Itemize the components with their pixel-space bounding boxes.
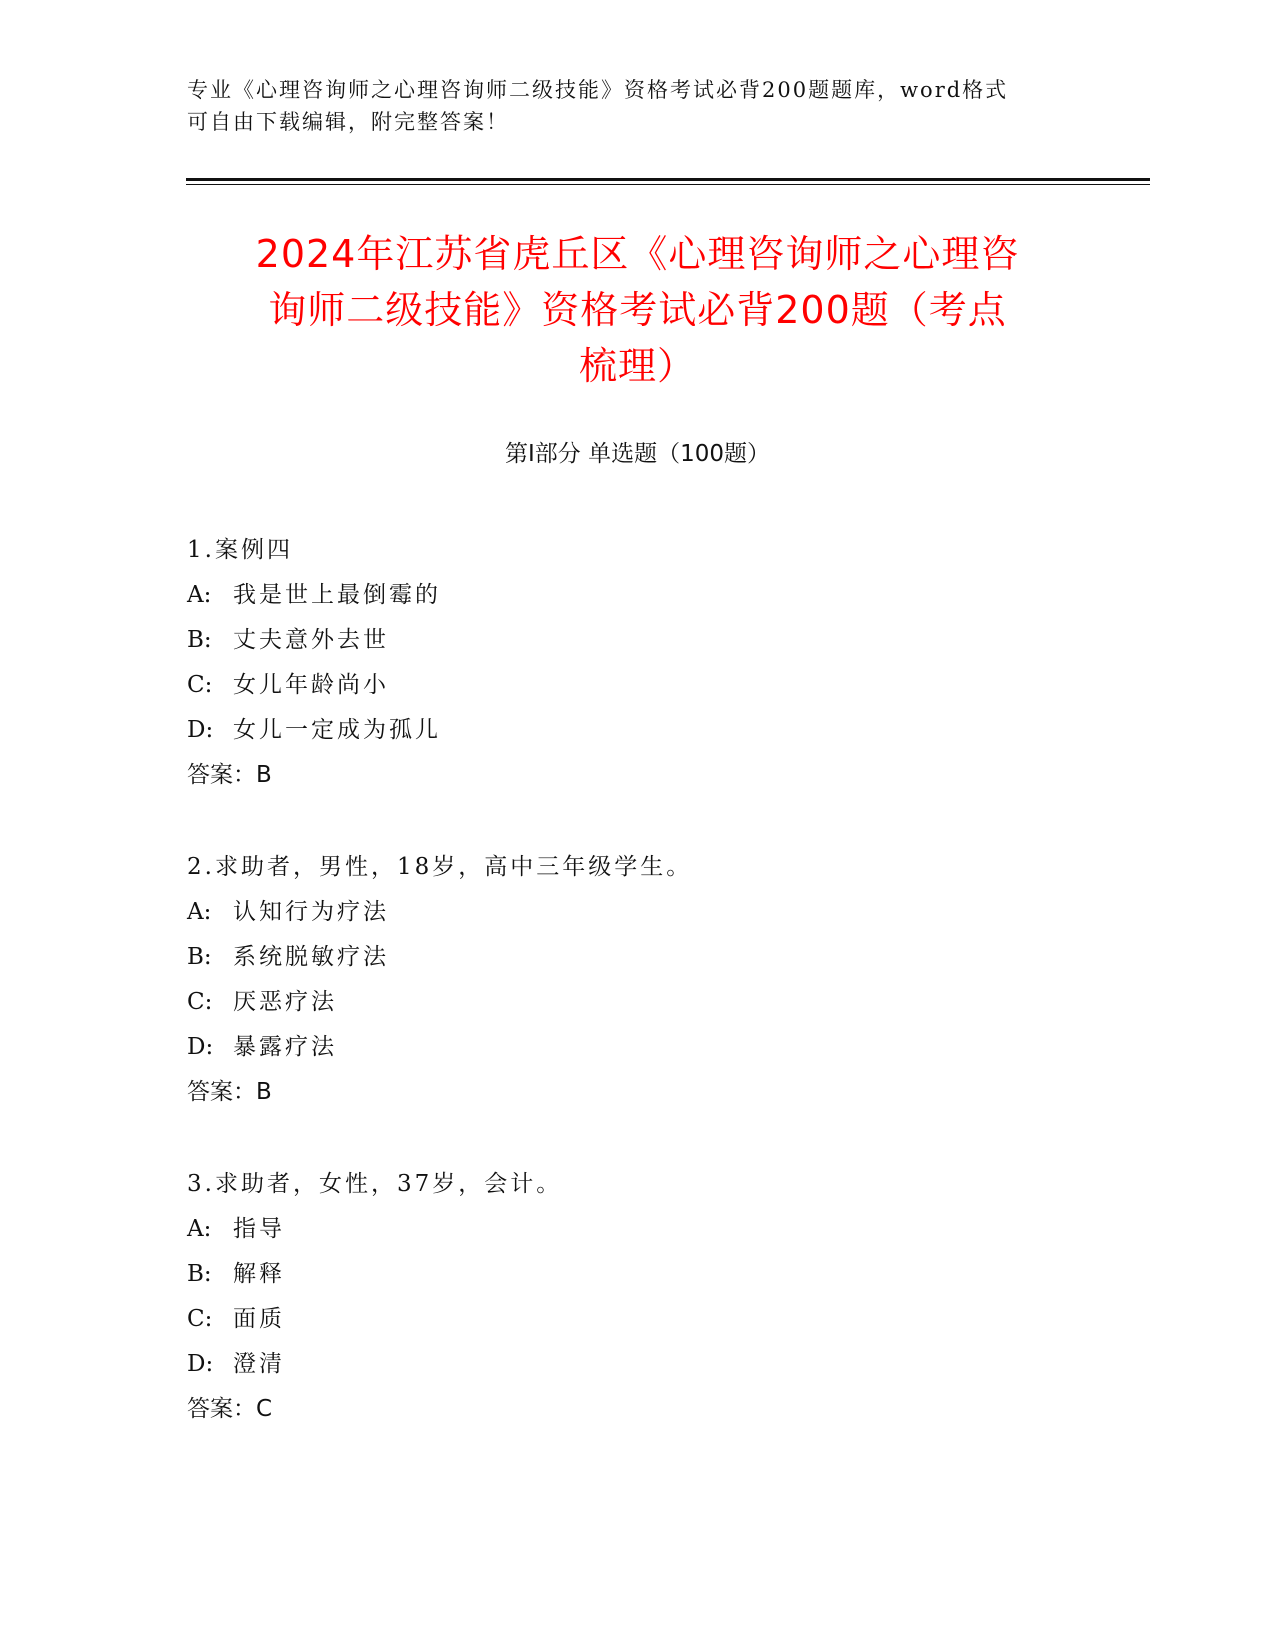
option-letter: C: xyxy=(187,1306,213,1332)
option-text: 丈夫意外去世 xyxy=(233,627,389,653)
question-1 xyxy=(187,528,1087,798)
option-text: 暴露疗法 xyxy=(233,1034,337,1060)
question-3 xyxy=(187,1162,1087,1432)
title-line-2: 询师二级技能》资格考试必背200题（考点 xyxy=(268,288,1007,332)
answer-line: 答案：B xyxy=(187,762,272,788)
option-c xyxy=(187,1297,1087,1342)
question-stem: 1.案例四 xyxy=(187,537,293,563)
header-rule-thick xyxy=(186,178,1150,181)
title-line-3: 梳理） xyxy=(578,344,696,388)
option-text: 女儿年龄尚小 xyxy=(233,672,389,698)
option-letter: A: xyxy=(187,582,212,608)
option-letter: A: xyxy=(187,899,212,925)
option-c xyxy=(187,663,1087,708)
option-b xyxy=(187,1252,1087,1297)
document-title xyxy=(160,226,1115,394)
option-d xyxy=(187,708,1087,753)
option-text: 澄清 xyxy=(233,1351,285,1377)
option-letter: A: xyxy=(187,1216,212,1242)
option-letter: B: xyxy=(187,944,212,970)
question-2 xyxy=(187,845,1087,1115)
option-text: 厌恶疗法 xyxy=(233,989,337,1015)
header-rule-thin xyxy=(186,184,1150,185)
option-b xyxy=(187,618,1087,663)
option-letter: B: xyxy=(187,1261,212,1287)
option-letter: C: xyxy=(187,989,213,1015)
question-stem: 3.求助者，女性，37岁，会计。 xyxy=(187,1171,563,1197)
option-letter: D: xyxy=(187,717,214,743)
option-text: 认知行为疗法 xyxy=(233,899,389,925)
option-text: 我是世上最倒霉的 xyxy=(233,582,441,608)
option-a xyxy=(187,573,1087,618)
option-text: 女儿一定成为孤儿 xyxy=(233,717,441,743)
option-text: 解释 xyxy=(233,1261,285,1287)
option-text: 面质 xyxy=(233,1306,285,1332)
option-text: 指导 xyxy=(233,1216,285,1242)
option-c xyxy=(187,980,1087,1025)
option-letter: B: xyxy=(187,627,212,653)
option-letter: C: xyxy=(187,672,213,698)
title-line-1: 2024年江苏省虎丘区《心理咨询师之心理咨 xyxy=(255,232,1020,276)
option-text: 系统脱敏疗法 xyxy=(233,944,389,970)
option-b xyxy=(187,935,1087,980)
question-stem: 2.求助者，男性，18岁，高中三年级学生。 xyxy=(187,854,693,880)
option-a xyxy=(187,890,1087,935)
answer-line: 答案：B xyxy=(187,1079,272,1105)
intro-line-1: 专业《心理咨询师之心理咨询师二级技能》资格考试必背200题题库，word格式 xyxy=(187,78,1009,102)
option-a xyxy=(187,1207,1087,1252)
intro-text xyxy=(187,74,1067,138)
section-heading: 第Ⅰ部分 单选题（100题） xyxy=(505,441,770,467)
option-d xyxy=(187,1342,1087,1387)
option-letter: D: xyxy=(187,1034,214,1060)
question-list xyxy=(187,528,1087,1479)
option-d xyxy=(187,1025,1087,1070)
answer-line: 答案：C xyxy=(187,1396,273,1422)
option-letter: D: xyxy=(187,1351,214,1377)
intro-line-2: 可自由下载编辑，附完整答案！ xyxy=(187,110,509,134)
